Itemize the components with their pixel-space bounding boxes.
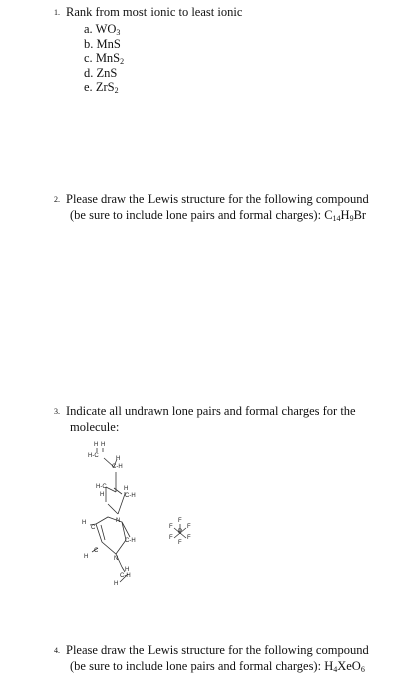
atom-label: F	[169, 524, 173, 530]
instruction-text: (be sure to include lone pairs and formal charges):	[70, 208, 325, 222]
molecule-structure	[70, 432, 270, 597]
question-text-line-1: Please draw the Lewis structure for the following compound	[66, 643, 369, 657]
question-text: Rank from most ionic to least ionic	[66, 5, 243, 19]
atom-label: C	[94, 548, 99, 554]
atom-label: F	[178, 540, 182, 546]
atom-label: H	[125, 567, 130, 573]
atom-label: F	[187, 524, 191, 530]
atom-label: C-H	[125, 493, 136, 499]
subscript: 9	[349, 214, 354, 223]
atom-label: N	[116, 518, 121, 524]
atom-label: C-H	[125, 538, 136, 544]
question-3	[54, 403, 356, 435]
option-formula: $WO_3$	[95, 22, 121, 37]
question-number: 2.	[54, 195, 60, 204]
question-text-line-1: Indicate all undrawn lone pairs and formal charges for the	[66, 404, 356, 418]
atom-label: H	[114, 581, 119, 587]
question-number: 4.	[54, 646, 60, 655]
subscript: 6	[360, 665, 365, 674]
option-letter: a.	[84, 22, 93, 36]
option-letter: b.	[84, 36, 94, 51]
instruction-text: (be sure to include lone pairs and formal charges):	[70, 659, 325, 673]
atom-label: P	[178, 529, 183, 535]
atom-label: F	[187, 535, 191, 541]
option-formula: ZrS$_2$	[95, 80, 119, 95]
option-b	[84, 36, 242, 51]
option-formula: ZnS	[96, 65, 118, 80]
option-e	[84, 79, 242, 94]
atom-label: H	[82, 520, 87, 526]
question-2	[54, 191, 369, 223]
atom-label: H-C	[96, 484, 107, 490]
atom-label: C-H	[112, 464, 123, 470]
subscript: 14	[332, 214, 341, 223]
question-text-line-2	[60, 658, 369, 674]
option-a	[84, 21, 242, 36]
question-number: 3.	[54, 407, 60, 416]
question-text-line-1: Please draw the Lewis structure for the following compound	[66, 192, 369, 206]
option-c	[84, 50, 242, 65]
question-1	[54, 4, 243, 95]
atom-label: C	[91, 525, 96, 531]
subscript: 4	[333, 665, 338, 674]
option-formula: MnS$_2$	[95, 51, 125, 66]
atom-label: H	[100, 492, 105, 498]
atom-label: H	[94, 442, 99, 448]
option-letter: d.	[84, 65, 94, 80]
compound-formula: $H_4XeO_6$	[324, 659, 365, 674]
compound-formula: $C_{14}H_9Br$	[324, 208, 367, 223]
atom-label: F	[169, 535, 173, 541]
question-number: 1.	[54, 8, 60, 17]
subscript: 3	[116, 28, 121, 37]
question-text-line-2: molecule:	[70, 420, 120, 434]
option-list	[84, 21, 242, 94]
question-text-line-2	[60, 207, 369, 223]
atom-label: C-H	[120, 573, 131, 579]
atom-label: H	[101, 442, 106, 448]
option-formula: MnS	[96, 36, 121, 51]
atom-label: H-C	[88, 453, 99, 459]
option-d	[84, 65, 242, 80]
atom-label: F	[178, 518, 182, 524]
atom-label: H	[124, 486, 129, 492]
subscript: 2	[114, 86, 119, 95]
question-4	[54, 642, 369, 674]
atom-label: H	[116, 456, 121, 462]
atom-label: N	[114, 556, 119, 562]
option-letter: c.	[84, 51, 93, 65]
atom-label: H	[84, 554, 89, 560]
option-letter: e.	[84, 80, 93, 94]
subscript: 2	[120, 57, 125, 66]
